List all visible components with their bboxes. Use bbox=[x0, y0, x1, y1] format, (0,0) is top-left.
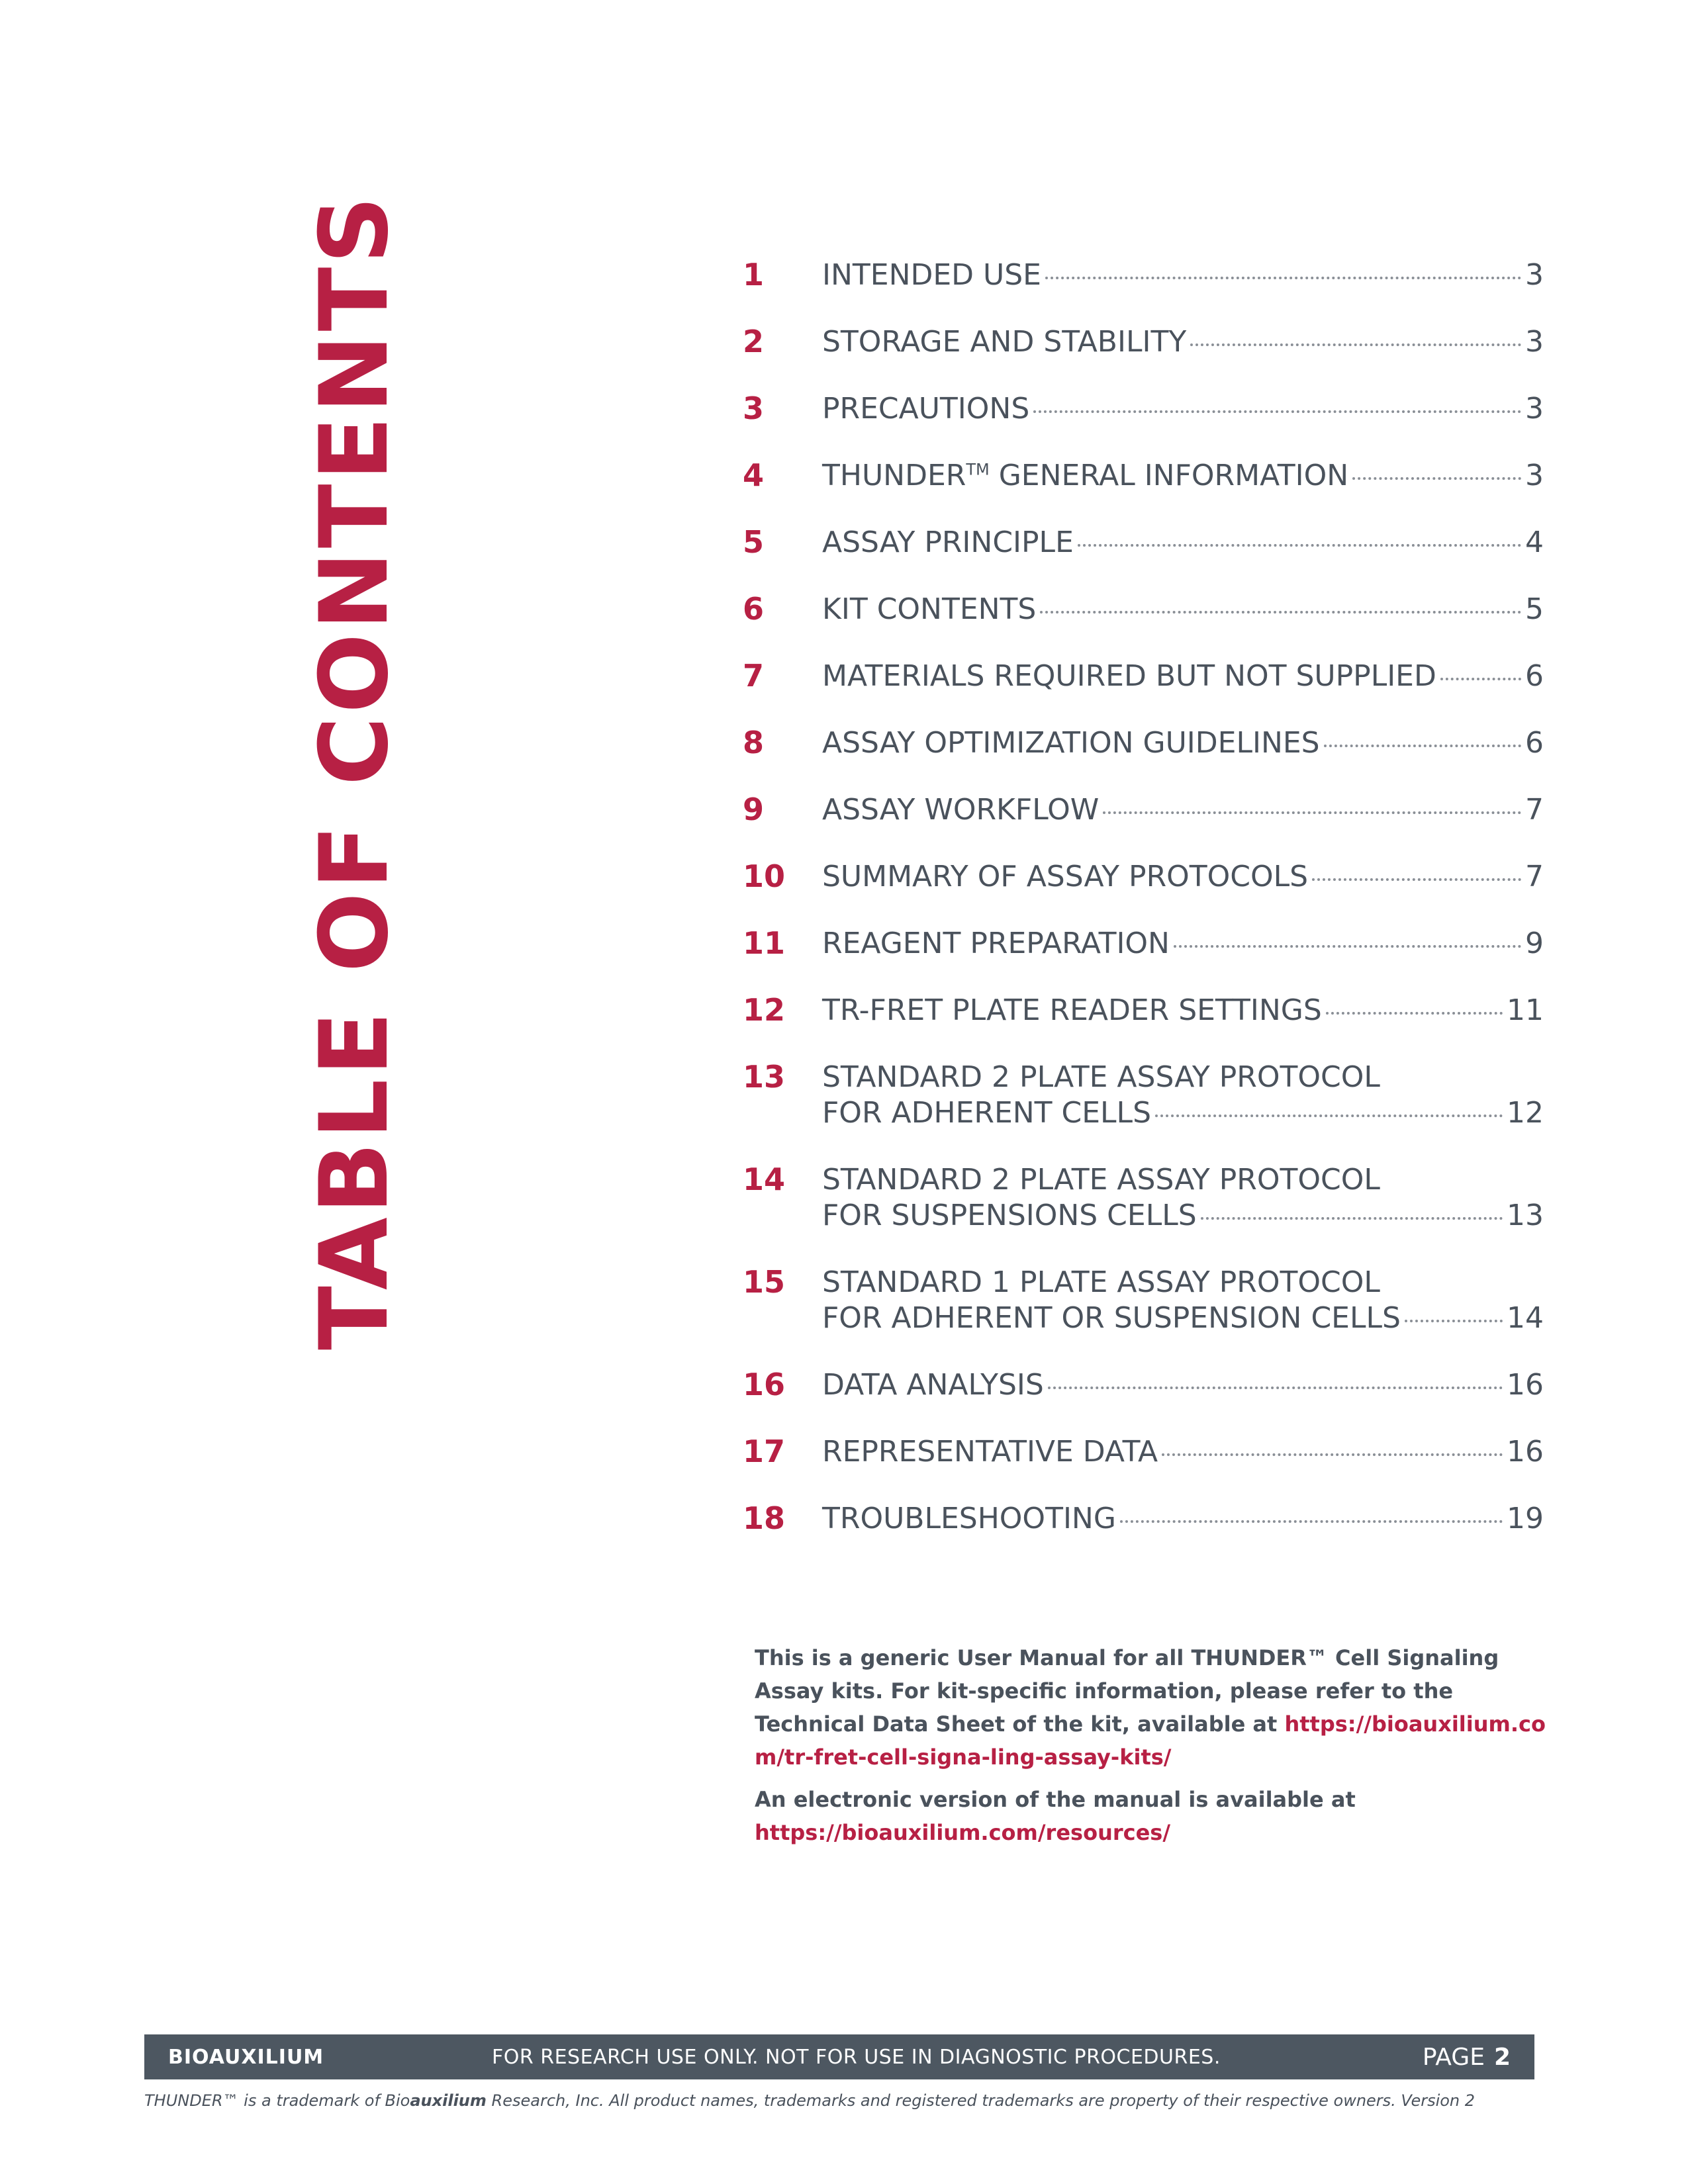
toc-page: 5 bbox=[1525, 592, 1544, 626]
toc-number: 17 bbox=[743, 1433, 786, 1469]
page-indicator bbox=[1423, 2044, 1511, 2071]
page-label: PAGE bbox=[1422, 2043, 1485, 2071]
toc-page: 7 bbox=[1525, 860, 1544, 893]
toc-entry-10[interactable] bbox=[743, 853, 1544, 920]
toc-page: 11 bbox=[1507, 993, 1544, 1027]
toc-number: 15 bbox=[743, 1264, 786, 1300]
toc-title: ASSAY PRINCIPLE bbox=[822, 525, 1074, 559]
toc-number: 8 bbox=[743, 725, 765, 760]
toc-leader bbox=[1155, 1115, 1503, 1117]
toc-number: 12 bbox=[743, 992, 786, 1028]
toc-title-rest: GENERAL INFORMATION bbox=[989, 459, 1349, 492]
toc-title-line1: STANDARD 2 PLATE ASSAY PROTOCOL bbox=[822, 1163, 1380, 1197]
toc-entry-14[interactable] bbox=[743, 1156, 1544, 1259]
toc-title: FOR ADHERENT OR SUSPENSION CELLS bbox=[822, 1301, 1401, 1335]
toc-page: 19 bbox=[1507, 1502, 1544, 1535]
toc-leader bbox=[1324, 745, 1521, 747]
toc-leader bbox=[1162, 1453, 1503, 1456]
toc-title: FOR ADHERENT CELLS bbox=[822, 1096, 1151, 1130]
toc-page: 12 bbox=[1507, 1096, 1544, 1130]
toc-number: 18 bbox=[743, 1500, 786, 1536]
trademark-suffix: Research, Inc. All product names, trademarks and registered trademarks are property of their respective owners. Version 2 bbox=[486, 2091, 1476, 2110]
toc-title: SUMMARY OF ASSAY PROTOCOLS bbox=[822, 860, 1309, 893]
toc-leader bbox=[1174, 945, 1521, 948]
toc-page: 14 bbox=[1507, 1301, 1544, 1335]
toc-number: 6 bbox=[743, 591, 765, 627]
toc-page: 3 bbox=[1525, 258, 1544, 292]
toc-title: MATERIALS REQUIRED BUT NOT SUPPLIED bbox=[822, 659, 1436, 693]
trademark-notice bbox=[144, 2091, 1548, 2110]
toc-title: ASSAY WORKFLOW bbox=[822, 793, 1100, 827]
toc-title: PRECAUTIONS bbox=[822, 392, 1030, 426]
toc-entry-17[interactable] bbox=[743, 1428, 1544, 1495]
toc-entry-5[interactable] bbox=[743, 519, 1544, 586]
toc-leader bbox=[1103, 811, 1521, 814]
toc-title-line1: STANDARD 2 PLATE ASSAY PROTOCOL bbox=[822, 1060, 1380, 1094]
toc-number: 3 bbox=[743, 390, 765, 426]
footer-brand: BIOAUXILIUM bbox=[168, 2045, 324, 2069]
toc-title bbox=[822, 459, 1348, 492]
toc-title: TR-FRET PLATE READER SETTINGS bbox=[822, 993, 1322, 1027]
resources-link[interactable]: https://bioauxilium.com/resources/ bbox=[755, 1820, 1171, 1845]
toc-entry-11[interactable] bbox=[743, 920, 1544, 987]
toc-title-brand: THUNDER bbox=[822, 459, 966, 492]
toc-entry-2[interactable] bbox=[743, 318, 1544, 385]
toc-leader bbox=[1045, 277, 1521, 279]
toc-title: TROUBLESHOOTING bbox=[822, 1502, 1116, 1535]
toc-title: ASSAY OPTIMIZATION GUIDELINES bbox=[822, 726, 1320, 760]
toc-page: 6 bbox=[1525, 659, 1544, 693]
toc-number: 2 bbox=[743, 324, 765, 359]
toc-page: 6 bbox=[1525, 726, 1544, 760]
toc-title: KIT CONTENTS bbox=[822, 592, 1037, 626]
toc-number: 13 bbox=[743, 1059, 786, 1095]
note-paragraph-2 bbox=[755, 1783, 1549, 1849]
side-title: TABLE OF CONTENTS bbox=[300, 193, 409, 1350]
note-text-1: This is a generic User Manual for all THUNDER™ Cell Signaling Assay kits. For kit-specific information, please refer to the Technical Data Sheet of the kit, available at bbox=[755, 1645, 1499, 1737]
toc-page: 3 bbox=[1525, 325, 1544, 359]
toc-title: INTENDED USE bbox=[822, 258, 1041, 292]
toc-page: 9 bbox=[1525, 927, 1544, 960]
toc-number: 11 bbox=[743, 925, 786, 961]
toc-page: 7 bbox=[1525, 793, 1544, 827]
toc-entry-13[interactable] bbox=[743, 1054, 1544, 1156]
toc-leader bbox=[1078, 544, 1521, 547]
toc-leader bbox=[1190, 343, 1521, 346]
toc-number: 4 bbox=[743, 457, 765, 493]
toc-number: 9 bbox=[743, 792, 765, 827]
toc-entry-9[interactable] bbox=[743, 786, 1544, 853]
footer-bar bbox=[144, 2034, 1534, 2079]
toc-number: 1 bbox=[743, 257, 765, 293]
toc-title-line1: STANDARD 1 PLATE ASSAY PROTOCOL bbox=[822, 1265, 1380, 1299]
trademark-prefix: THUNDER™ is a trademark of Bio bbox=[144, 2091, 410, 2110]
toc-entry-18[interactable] bbox=[743, 1495, 1544, 1562]
toc-number: 16 bbox=[743, 1367, 786, 1402]
toc-leader bbox=[1033, 410, 1521, 413]
toc-entry-8[interactable] bbox=[743, 719, 1544, 786]
toc-entry-12[interactable] bbox=[743, 987, 1544, 1054]
toc-page: 3 bbox=[1525, 392, 1544, 426]
table-of-contents bbox=[743, 251, 1544, 1562]
footer-notice: FOR RESEARCH USE ONLY. NOT FOR USE IN DIAGNOSTIC PROCEDURES. bbox=[492, 2045, 1221, 2069]
note-text-2: An electronic version of the manual is available at bbox=[755, 1787, 1356, 1812]
toc-entry-15[interactable] bbox=[743, 1259, 1544, 1361]
toc-number: 14 bbox=[743, 1161, 786, 1197]
toc-title: REAGENT PREPARATION bbox=[822, 927, 1170, 960]
toc-entry-7[interactable] bbox=[743, 653, 1544, 719]
kits-link[interactable]: https://bioauxilium.com/tr-fret-cell-signa-ling-assay-kits/ bbox=[755, 1711, 1546, 1770]
note-paragraph-1 bbox=[755, 1641, 1549, 1774]
toc-entry-6[interactable] bbox=[743, 586, 1544, 653]
manual-note bbox=[755, 1641, 1549, 1858]
toc-leader bbox=[1120, 1520, 1503, 1523]
toc-leader bbox=[1440, 678, 1521, 680]
toc-page: 13 bbox=[1507, 1199, 1544, 1232]
toc-title: FOR SUSPENSIONS CELLS bbox=[822, 1199, 1197, 1232]
toc-title: DATA ANALYSIS bbox=[822, 1368, 1044, 1402]
toc-number: 10 bbox=[743, 858, 786, 894]
toc-leader bbox=[1201, 1217, 1503, 1220]
toc-page: 16 bbox=[1507, 1435, 1544, 1469]
toc-leader bbox=[1040, 611, 1521, 614]
toc-leader bbox=[1048, 1387, 1503, 1389]
toc-page: 16 bbox=[1507, 1368, 1544, 1402]
page-number: 2 bbox=[1493, 2043, 1511, 2071]
toc-number: 5 bbox=[743, 524, 765, 560]
toc-leader bbox=[1405, 1320, 1503, 1322]
toc-leader bbox=[1326, 1012, 1503, 1015]
toc-number: 7 bbox=[743, 658, 765, 694]
trademark-superscript: TM bbox=[966, 460, 990, 479]
toc-title: STORAGE AND STABILITY bbox=[822, 325, 1187, 359]
toc-page: 3 bbox=[1525, 459, 1544, 492]
toc-title: REPRESENTATIVE DATA bbox=[822, 1435, 1158, 1469]
toc-entry-16[interactable] bbox=[743, 1361, 1544, 1428]
trademark-bold: auxilium bbox=[410, 2091, 487, 2110]
toc-entry-3[interactable] bbox=[743, 385, 1544, 452]
toc-entry-1[interactable] bbox=[743, 251, 1544, 318]
toc-leader bbox=[1352, 477, 1521, 480]
toc-page: 4 bbox=[1525, 525, 1544, 559]
toc-leader bbox=[1312, 878, 1521, 881]
toc-entry-4[interactable] bbox=[743, 452, 1544, 519]
